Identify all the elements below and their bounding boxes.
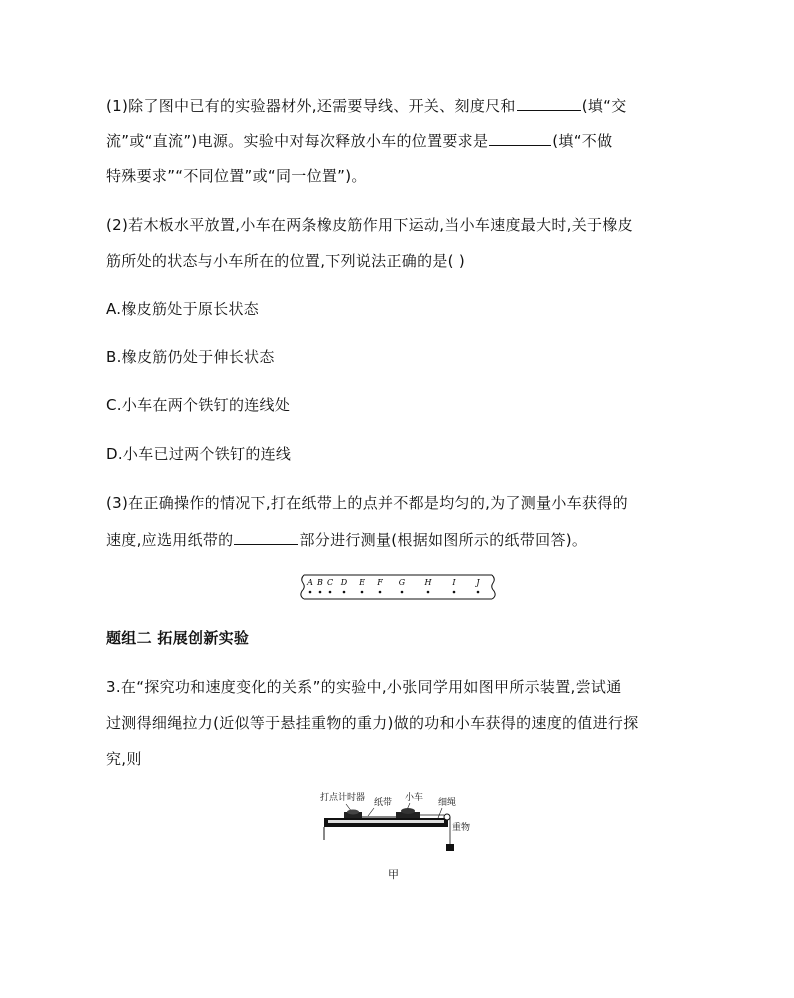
tape-letter-h: H [424, 578, 432, 587]
tape-right-edge [492, 575, 495, 599]
tape-dot-b [319, 591, 322, 594]
p3-line-1: 3.在“探究功和速度变化的关系”的实验中,小张同学用如图甲所示装置,尝试通 [106, 678, 622, 696]
tape-dot-d [343, 591, 346, 594]
q1-text-2b: (填“不做 [552, 132, 613, 150]
rope-leader [438, 808, 442, 818]
q2-line-1: (2)若木板水平放置,小车在两条橡皮筋作用下运动,当小车速度最大时,关于橡皮 [106, 216, 633, 234]
q1-line-1 [106, 96, 627, 116]
label-timer: 打点计时器 [320, 793, 366, 803]
tape-dot-e [361, 591, 364, 594]
q1-text-1b: (填“交 [581, 97, 627, 115]
car-top [401, 808, 415, 814]
tape-marks [306, 578, 480, 593]
answer-blank-3[interactable] [234, 530, 298, 545]
weight [446, 844, 454, 851]
section-heading: 题组二 拓展创新实验 [106, 629, 250, 647]
timer-top [347, 810, 359, 815]
board-highlight [328, 820, 444, 823]
tape-dot-a [309, 591, 312, 594]
tape-letter-e: E [359, 578, 365, 587]
q1-line-2 [106, 131, 612, 151]
q1-text-2a: 流”或“直流”)电源。实验中对每次释放小车的位置要求是 [106, 132, 489, 150]
q3-text-2a: 速度,应选用纸带的 [106, 531, 234, 549]
tape-letter-i: I [452, 578, 456, 587]
apparatus-figure [316, 800, 466, 856]
tape-dot-i [453, 591, 456, 594]
tape-letter-b: B [317, 578, 323, 587]
option-c: C.小车在两个铁钉的连线处 [106, 396, 291, 414]
p3-line-3: 究,则 [106, 750, 142, 768]
label-tape: 纸带 [374, 798, 393, 808]
q3-line-1: (3)在正确操作的情况下,打在纸带上的点并不都是均匀的,为了测量小车获得的 [106, 494, 628, 512]
tape-letter-g: G [398, 578, 406, 587]
q1-text-1a: (1)除了图中已有的实验器材外,还需要导线、开关、刻度尺和 [106, 97, 516, 115]
tape-letter-d: D [340, 578, 348, 587]
tape-dot-c [329, 591, 332, 594]
label-car: 小车 [405, 793, 424, 803]
pulley [444, 814, 450, 820]
paper-tape-figure [298, 572, 498, 602]
tape-leader [368, 808, 374, 816]
tape-dot-g [401, 591, 404, 594]
option-d: D.小车已过两个铁钉的连线 [106, 445, 292, 463]
q3-text-2b: 部分进行测量(根据如图所示的纸带回答)。 [299, 531, 588, 549]
tape-dot-h [427, 591, 430, 594]
q1-line-3: 特殊要求”“不同位置”或“同一位置”)。 [106, 167, 367, 185]
figure-caption: 甲 [388, 868, 399, 881]
answer-blank-1[interactable] [517, 96, 581, 111]
tape-dot-f [379, 591, 382, 594]
p3-line-2: 过测得细绳拉力(近似等于悬挂重物的重力)做的功和小车获得的速度的值进行探 [106, 714, 639, 732]
label-weight: 重物 [452, 823, 471, 833]
option-a: A.橡皮筋处于原长状态 [106, 300, 260, 318]
tape-left-edge [301, 575, 304, 599]
tape-dot-j [477, 591, 480, 594]
q3-line-2 [106, 530, 587, 550]
label-rope: 细绳 [438, 798, 457, 808]
tape-letter-a: A [307, 578, 313, 587]
tape-letter-j: J [476, 578, 480, 587]
q2-line-2: 筋所处的状态与小车所在的位置,下列说法正确的是( ) [106, 252, 466, 270]
tape-letter-c: C [326, 578, 334, 587]
option-b: B.橡皮筋仍处于伸长状态 [106, 348, 275, 366]
tape-letter-f: F [377, 578, 383, 587]
answer-blank-2[interactable] [489, 131, 551, 146]
